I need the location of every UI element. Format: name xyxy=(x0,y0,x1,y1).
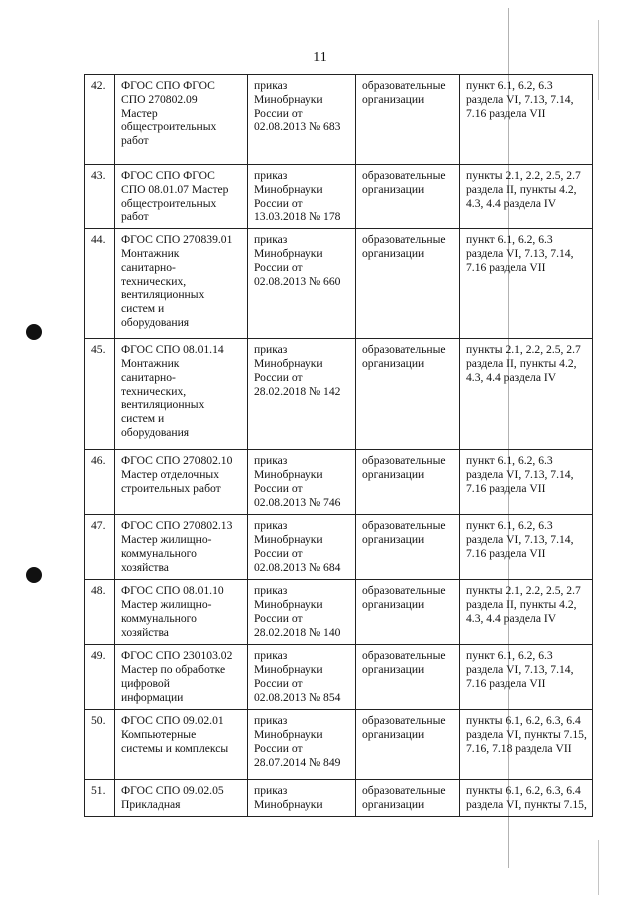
standard-name: ФГОС СПО ФГОС СПО 08.01.07 Мастер общестроительных работ xyxy=(121,169,229,224)
punch-hole-top xyxy=(26,324,42,340)
standard-name-cell xyxy=(115,229,248,339)
row-number-cell xyxy=(85,229,115,339)
standard-name: ФГОС СПО 270802.10 Мастер отделочных строительных работ xyxy=(121,454,233,495)
organizations-cell xyxy=(356,515,460,580)
applicable-points-cell xyxy=(460,339,593,450)
applicable-points: пункты 6.1, 6.2, 6.3, 6.4 раздела VI, пункты 7.15, 7.16, 7.18 раздела VII xyxy=(466,714,587,755)
order-reference-cell xyxy=(248,710,356,780)
row-number-cell xyxy=(85,515,115,580)
row-number: 42. xyxy=(91,79,106,92)
applicable-points-cell xyxy=(460,75,593,165)
organizations-cell xyxy=(356,75,460,165)
applicable-points: пункт 6.1, 6.2, 6.3 раздела VI, 7.13, 7.14, 7.16 раздела VII xyxy=(466,454,574,495)
organizations: образовательные организации xyxy=(362,519,446,546)
table-row xyxy=(85,75,593,165)
standard-name: ФГОС СПО ФГОС СПО 270802.09 Мастер общестроительных работ xyxy=(121,79,217,148)
row-number-cell xyxy=(85,645,115,710)
applicable-points-cell xyxy=(460,165,593,229)
standard-name: ФГОС СПО 09.02.01 Компьютерные системы и комплексы xyxy=(121,714,229,755)
table-row xyxy=(85,645,593,710)
row-number-cell xyxy=(85,710,115,780)
organizations-cell xyxy=(356,645,460,710)
standard-name: ФГОС СПО 270839.01 Монтажник санитарно- технических, вентиляционных систем и оборудования xyxy=(121,233,233,329)
organizations: образовательные организации xyxy=(362,343,446,370)
standard-name-cell xyxy=(115,780,248,817)
applicable-points: пункт 6.1, 6.2, 6.3 раздела VI, 7.13, 7.14, 7.16 раздела VII xyxy=(466,519,574,560)
row-number: 47. xyxy=(91,519,106,533)
order-reference: приказ Минобрнауки России от 02.08.2013 № 854 xyxy=(254,649,341,704)
order-reference-cell xyxy=(248,450,356,515)
organizations-cell xyxy=(356,710,460,780)
order-reference-cell xyxy=(248,339,356,450)
row-number: 49. xyxy=(91,649,106,663)
table-row xyxy=(85,450,593,515)
order-reference-cell xyxy=(248,780,356,817)
applicable-points: пункт 6.1, 6.2, 6.3 раздела VI, 7.13, 7.14, 7.16 раздела VII xyxy=(466,233,574,274)
row-number: 43. xyxy=(91,169,106,182)
standard-name-cell xyxy=(115,339,248,450)
order-reference: приказ Минобрнауки России от 13.03.2018 № 178 xyxy=(254,169,341,224)
order-reference-cell xyxy=(248,165,356,229)
row-number: 46. xyxy=(91,454,106,468)
scan-artifact-line-bottom xyxy=(598,840,599,895)
organizations-cell xyxy=(356,580,460,645)
organizations: образовательные организации xyxy=(362,454,446,481)
order-reference: приказ Минобрнауки России от 02.08.2013 № 684 xyxy=(254,519,341,574)
standard-name: ФГОС СПО 230103.02 Мастер по обработке цифровой информации xyxy=(121,649,233,704)
row-number-cell xyxy=(85,450,115,515)
table-row xyxy=(85,515,593,580)
organizations: образовательные организации xyxy=(362,649,446,676)
organizations: образовательные организации xyxy=(362,169,446,196)
order-reference: приказ Минобрнауки России от 02.08.2013 № 746 xyxy=(254,454,341,509)
table-row xyxy=(85,339,593,450)
applicable-points: пункты 2.1, 2.2, 2.5, 2.7 раздела II, пункты 4.2, 4.3, 4.4 раздела IV xyxy=(466,169,581,210)
standard-name: ФГОС СПО 270802.13 Мастер жилищно- коммунального хозяйства xyxy=(121,519,233,574)
applicable-points: пункты 2.1, 2.2, 2.5, 2.7 раздела II, пункты 4.2, 4.3, 4.4 раздела IV xyxy=(466,584,581,625)
order-reference-cell xyxy=(248,580,356,645)
applicable-points: пункт 6.1, 6.2, 6.3 раздела VI, 7.13, 7.14, 7.16 раздела VII xyxy=(466,649,574,690)
applicable-points: пункт 6.1, 6.2, 6.3 раздела VI, 7.13, 7.14, 7.16 раздела VII xyxy=(466,79,574,120)
applicable-points-cell xyxy=(460,450,593,515)
row-number: 44. xyxy=(91,233,106,247)
organizations-cell xyxy=(356,450,460,515)
row-number-cell xyxy=(85,165,115,229)
order-reference-cell xyxy=(248,515,356,580)
applicable-points-cell xyxy=(460,780,593,817)
order-reference: приказ Минобрнауки xyxy=(254,784,323,811)
applicable-points-cell xyxy=(460,515,593,580)
organizations: образовательные организации xyxy=(362,584,446,611)
order-reference-cell xyxy=(248,645,356,710)
table-row xyxy=(85,710,593,780)
organizations-cell xyxy=(356,165,460,229)
standard-name-cell xyxy=(115,515,248,580)
order-reference: приказ Минобрнауки России от 28.02.2018 № 140 xyxy=(254,584,341,639)
organizations-cell xyxy=(356,339,460,450)
punch-hole-bottom xyxy=(26,567,42,583)
organizations: образовательные организации xyxy=(362,714,446,741)
table-row xyxy=(85,580,593,645)
organizations: образовательные организации xyxy=(362,79,446,106)
table-row xyxy=(85,780,593,817)
standard-name-cell xyxy=(115,165,248,229)
organizations: образовательные организации xyxy=(362,784,446,811)
organizations: образовательные организации xyxy=(362,233,446,260)
row-number: 50. xyxy=(91,714,106,728)
applicable-points-cell xyxy=(460,645,593,710)
row-number: 51. xyxy=(91,784,106,798)
standard-name: ФГОС СПО 08.01.10 Мастер жилищно- коммунального хозяйства xyxy=(121,584,224,639)
order-reference-cell xyxy=(248,75,356,165)
table-row xyxy=(85,165,593,229)
standard-name-cell xyxy=(115,75,248,165)
organizations-cell xyxy=(356,229,460,339)
order-reference: приказ Минобрнауки России от 02.08.2013 № 683 xyxy=(254,79,341,134)
standard-name-cell xyxy=(115,645,248,710)
row-number: 45. xyxy=(91,343,106,357)
applicable-points-cell xyxy=(460,710,593,780)
standards-table xyxy=(84,74,593,817)
order-reference: приказ Минобрнауки России от 28.02.2018 № 142 xyxy=(254,343,341,398)
row-number: 48. xyxy=(91,584,106,598)
row-number-cell xyxy=(85,339,115,450)
order-reference: приказ Минобрнауки России от 28.07.2014 № 849 xyxy=(254,714,341,769)
order-reference: приказ Минобрнауки России от 02.08.2013 № 660 xyxy=(254,233,341,288)
applicable-points: пункты 6.1, 6.2, 6.3, 6.4 раздела VI, пункты 7.15, xyxy=(466,784,587,811)
applicable-points-cell xyxy=(460,580,593,645)
order-reference-cell xyxy=(248,229,356,339)
row-number-cell xyxy=(85,75,115,165)
table-row xyxy=(85,229,593,339)
standard-name: ФГОС СПО 08.01.14 Монтажник санитарно- технических, вентиляционных систем и оборудования xyxy=(121,343,224,439)
standard-name-cell xyxy=(115,580,248,645)
organizations-cell xyxy=(356,780,460,817)
row-number-cell xyxy=(85,580,115,645)
standard-name-cell xyxy=(115,710,248,780)
page-number: 11 xyxy=(313,50,327,65)
standard-name-cell xyxy=(115,450,248,515)
applicable-points: пункты 2.1, 2.2, 2.5, 2.7 раздела II, пункты 4.2, 4.3, 4.4 раздела IV xyxy=(466,343,581,384)
row-number-cell xyxy=(85,780,115,817)
scan-artifact-line-right xyxy=(598,20,599,100)
applicable-points-cell xyxy=(460,229,593,339)
standard-name: ФГОС СПО 09.02.05 Прикладная xyxy=(121,784,224,811)
